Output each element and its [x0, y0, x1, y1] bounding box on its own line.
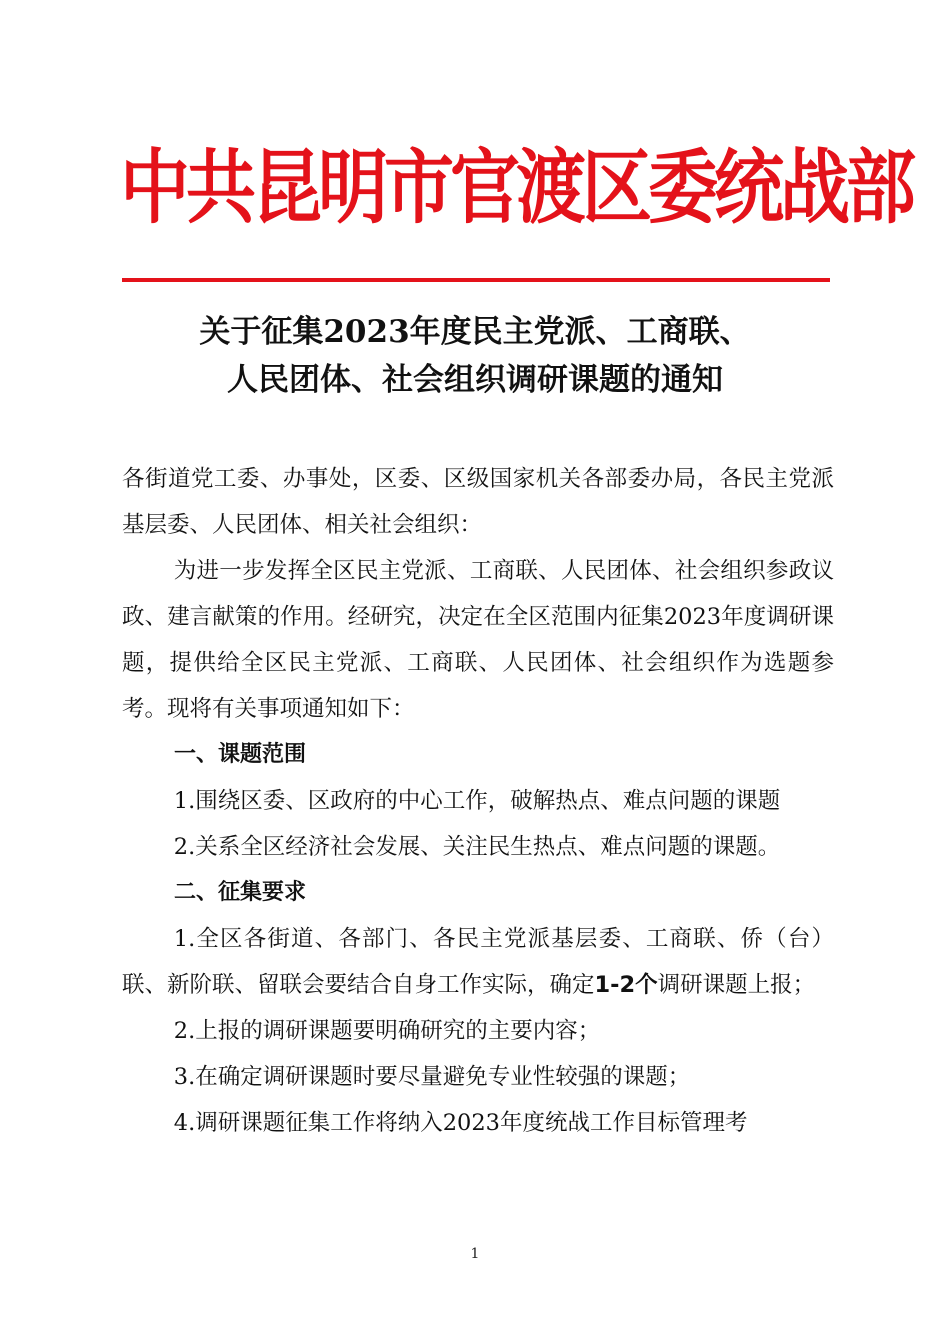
section-2-item-1-prefix: 1.全区各街道、各部门、各民主党派基层委、工商联、侨（台）联、新阶联、留联会要结合自身工作实际，确定 — [122, 926, 834, 998]
document-title-line-1: 关于征集2023年度民主党派、工商联、 — [199, 314, 751, 350]
section-1-heading: 一、课题范围 — [174, 742, 307, 767]
document-body — [122, 456, 834, 1146]
page-number: 1 — [470, 1246, 480, 1262]
section-1-item-1: 1.围绕区委、区政府的中心工作，破解热点、难点问题的课题 — [173, 788, 781, 814]
section-1-item-2: 2.关系全区经济社会发展、关注民生热点、难点问题的课题。 — [173, 834, 781, 860]
intro-paragraph: 为进一步发挥全区民主党派、工商联、人民团体、社会组织参政议政、建言献策的作用。经研究，决定在全区范围内征集2023年度调研课题，提供给全区民主党派、工商联、人民团体、社会组织作为选题参考。现将有关事项通知如下： — [122, 558, 834, 722]
section-2-heading: 二、征集要求 — [174, 880, 307, 905]
red-header-rule — [122, 278, 830, 282]
red-header-org-name: 中共昆明市官渡区委统战部 — [120, 140, 912, 236]
section-2-item-1-suffix: 调研课题上报； — [657, 972, 816, 998]
document-title — [100, 308, 850, 404]
section-2-item-1-emphasis: 1-2个 — [594, 972, 658, 998]
section-2-item-3: 3.在确定调研课题时要尽量避免专业性较强的课题； — [173, 1064, 691, 1090]
section-2-item-2: 2.上报的调研课题要明确研究的主要内容； — [173, 1018, 601, 1044]
document-title-line-2: 人民团体、社会组织调研课题的通知 — [227, 362, 723, 398]
addressee-paragraph: 各街道党工委、办事处，区委、区级国家机关各部委办局，各民主党派基层委、人民团体、相关社会组织： — [122, 466, 834, 538]
section-2-item-1 — [122, 916, 834, 1008]
section-2-item-4: 4.调研课题征集工作将纳入2023年度统战工作目标管理考 — [173, 1110, 748, 1136]
